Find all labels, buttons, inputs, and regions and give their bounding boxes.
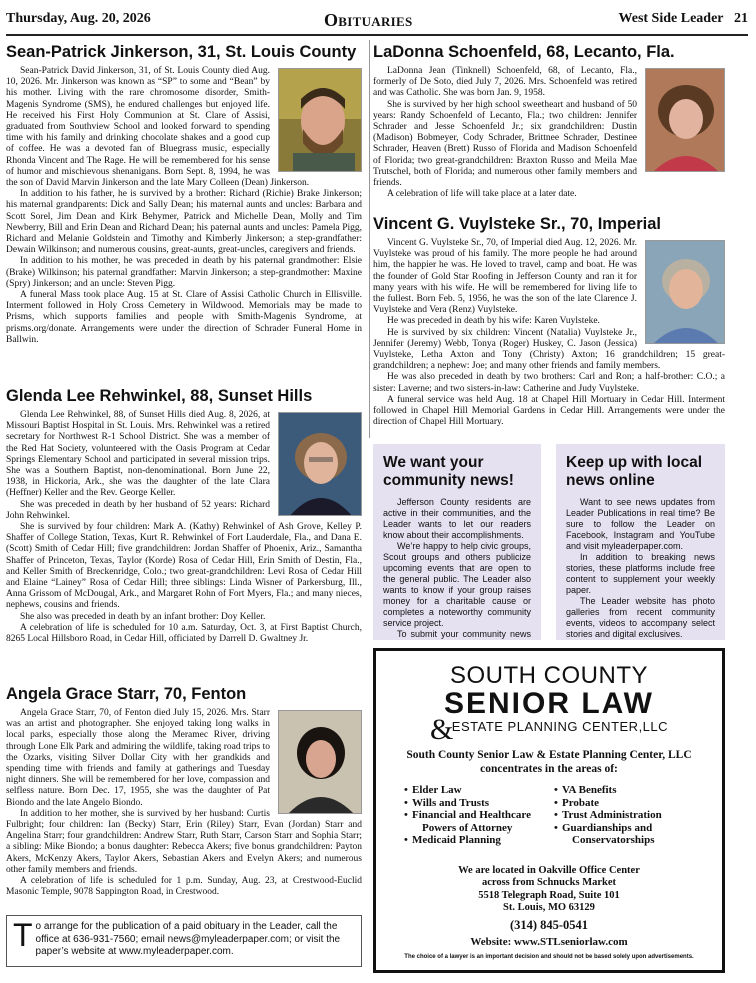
practice-item: • Elder Law (404, 784, 554, 797)
box-title: Keep up with local news online (566, 454, 703, 489)
section-title: Obituaries (324, 10, 413, 30)
obituary-body (6, 410, 362, 645)
box-paragraph: To submit your community news (397, 629, 531, 639)
obituary-paragraph: A celebration of life will take place at a later date. (387, 189, 577, 200)
location-line: St. Louis, MO 63129 (503, 902, 595, 913)
portrait-photo (645, 240, 725, 344)
box-paragraph: In addition to breaking news stories, these platforms include free content to supplement your weekly paper. (566, 552, 715, 595)
community-news-box (373, 444, 541, 640)
obituary-paragraph: She is survived by her high school sweetheart and husband of 50 years: Randy Schoenfeld of Lecanto, Fla.; two children: Jennifer Schrader and Jesse Schoenfeld Jr.; six grandchildren: Dustin (Madison) Bobmeyer, Cody Schrader, Brittnee Schrader, Destinee Schrader, Heaven (Brett) Russo of Florida and Madison Schoenfeld of Florida; two great-grandchildren: Braxton Russo and Meila Mae Trutschel, both of Florida; and numerous other family members and friends. (373, 99, 637, 189)
practice-item: Conservatorships (572, 834, 655, 846)
senior-law-advertisement (373, 648, 725, 973)
ad-phone: (314) 845-0541 (509, 917, 589, 932)
obituary-paragraph: LaDonna Jean (Tinknell) Schoenfeld, 68, of Lecanto, Fla., formerly of De Soto, died July 7, 2026. Mrs. Schoenfeld was retired and was Catholic. She was born Jan. 9, 1958. (373, 66, 637, 99)
obituary-body (6, 708, 362, 898)
notice-text: o arrange for the publication of a paid obituary in the Leader, call the office at 636-931-7560; email news@myleaderpaper.com; or visit the paper’s website at www.myleaderpaper.com. (35, 921, 341, 957)
obituary-body (373, 238, 725, 428)
paper-page (619, 11, 749, 27)
location-line: 5518 Telegraph Road, Suite 101 (478, 889, 620, 901)
practice-item: • Guardianships and (554, 822, 704, 835)
ad-website: Website: www.STLseniorlaw.com (470, 935, 628, 948)
practice-areas (384, 784, 714, 847)
obituary-body (373, 66, 725, 200)
obituary-paragraph: Sean-Patrick David Jinkerson, 31, of St. Louis County died Aug. 10, 2026. Mr. Jinkerson was known as “SP” to some and “Bean” by his mother. Living with the rare chromosome disorder, Smith-Magenis Syndrome (SMS), he endured challenges but enjoyed life. He received his First Holy Communion at St. Clare of Assisi, graduated from Southview School and looked forward to spending time with his family and drinking chocolate shakes and a good cup of coffee. He was a devoted fan of Bluegrass music, especially Rhonda Vincent and The Rage. He will be remembered for his sense of humor and mischievous shenanigans. Born Sept. 8, 1994, he was the son of David Marvin Jinkerson and the late Mary Colleen (Dean) Jinkerson. (6, 66, 310, 189)
obituary-paragraph: She was preceded in death by her husband of 52 years: Richard John Rehwinkel. (6, 499, 270, 521)
practice-item: • Medicaid Planning (404, 834, 554, 847)
box-body (383, 497, 531, 640)
portrait-photo (278, 710, 362, 814)
obituary-paragraph: She also was preceded in death by an infant brother: Doy Keller. (20, 611, 266, 622)
issue-date: Thursday, Aug. 20, 2026 (6, 11, 151, 26)
obituary-paragraph: In addition to her mother, she is survived by her husband: Curtis Fulbright; four children: Ian (Becky) Starr, Erin (Riley) Starr, Evan (Jordan) Starr and Angelina Starr; four grandchildren: Andrew Starr, Ruth Starr, Carson Starr and Sophia Starr; a sibling: Mike Biondo; a bonus daughter: Rebecca Akers; five bonus grandchildren: Payton Akers, McKenzy Akers, Taylor Akers, Sebastian Akers and Evelyn Akers; and numerous other family members and friends. (6, 808, 362, 875)
news-online-box (556, 444, 725, 640)
obituary-paragraph: In addition to his mother, he was preceded in death by his paternal grandmother: Elsie (Brake) Wilkinson; his paternal grandfather: Marvin Jinkerson; a step-grandmother: Maxine (Spry) Jinkerson; and an uncle: Steven Pigg. (6, 256, 362, 289)
obituary-heading: Glenda Lee Rehwinkel, 88, Sunset Hills (6, 387, 313, 405)
obituary-rehwinkel (6, 386, 362, 676)
obituary-body (6, 66, 362, 346)
portrait-photo (278, 68, 362, 172)
page-header (6, 10, 748, 32)
obituary-paragraph: He is survived by six children: Vincent (Natalia) Vuylsteke Jr., Jennifer (Jeremy) Webb, Tonya (Roger) Huskey, C. Jason (Jessica) Vuylsteke, Letha Axton and Tony (Christy) Axton; 16 grandchildren; 15 great-grandchildren; a nephew: Joe; and many other friends and family members. (373, 327, 725, 372)
paid-obituary-notice (6, 915, 362, 967)
obituary-paragraph: He was preceded in death by his wife: Karen Vuylsteke. (387, 316, 600, 327)
location-line: We are located in Oakville Office Center (458, 864, 640, 876)
practice-item: • Wills and Trusts (404, 797, 554, 810)
obituary-paragraph: Vincent G. Vuylsteke Sr., 70, of Imperial died Aug. 12, 2026. Mr. Vuylsteke was proud of his family. The more people he had around him, the happier he was. He loved to travel, camp and boat. He was the founder of Gold Star Roofing in Jefferson County and ran it for many years with his wife. He will be remembered for living life to the fullest. Born Feb. 5, 1956, he was the son of the late Clarence J. Vuylsteke and Vera (Renz) Vuylsteke. (373, 238, 637, 316)
box-paragraph: Want to see news updates from Leader Publications in real time? Be sure to follow the Leader on Facebook, Instagram and YouTube and visit myleaderpaper.com. (566, 497, 715, 551)
ad-location (384, 865, 714, 915)
obituary-paragraph: She is survived by four children: Mark A. (Kathy) Rehwinkel of Ash Grove, Kelley P. Shaffer of College Station, Texas, Kurt R. Rehwinkel of Fort Lauderdale, Fla., and Dana E. (Scott) Smith of Cedar Hill; five grandchildren: Jordan Shaffer of Phoenix, Ariz., Samantha Shaffer of Princeton, Texas, Taylor (Korde) Rosa of Cedar Hill, Erin Smith of Destin, Fla., and Keller Smith of Breckenridge, Colo.; two great-grandchildren: Levi Rosa of Cedar Hill and Elaine “Lainey” Rosa of Cedar Hill; three siblings: Linda Wisner of Parkersburg, Ill., Anna Grissom of McDougal, Ark., and Margaret Rohn of Fort Myers, Fla.; and many nieces, nephews, cousins and friends. (6, 522, 362, 611)
obituary-paragraph: In addition to his father, he is survived by a brother: Richard (Richie) Brake Jinkerson; his maternal grandparents: Dick and Sally Dean; his maternal aunts and uncles: Barbara and Scott Sorel, Jim Dean and Kirk Behymer, Patrick and Michelle Dean, Molly and Tim Newberry, Bill and Erin Dean and Richard Dean; his paternal aunts and uncles: Pamela Pigg, Richard and Melanie Goldstein and Timothy and Kimberly Jinkerson; a step-grandfather: Dewain Wilkinson; and numerous cousins, great-aunts, great-uncles, caregivers and friends. (6, 189, 362, 256)
obituary-heading: Vincent G. Vuylsteke Sr., 70, Imperial (373, 215, 661, 233)
practice-item: • VA Benefits (554, 784, 704, 797)
obituary-jinkerson (6, 42, 362, 378)
drop-cap: T (13, 917, 33, 953)
box-title: We want your community news! (383, 454, 514, 489)
ad-disclaimer: The choice of a lawyer is an important decision and should not be based solely upon advertisements. (404, 953, 694, 960)
box-paragraph: The Leader website has photo galleries from recent community events, videos to accompany select stories and digital exclusives. (566, 596, 715, 639)
portrait-photo (278, 412, 362, 516)
practice-item: • Probate (554, 797, 704, 810)
ad-logo-line3 (384, 713, 714, 746)
location-line: across from Schnucks Market (481, 877, 617, 888)
obituary-paragraph: Glenda Lee Rehwinkel, 88, of Sunset Hills died Aug. 8, 2026, at Missouri Baptist Hospital in St. Louis. Mrs. Rehwinkel was a retired secretary for Northwest R-1 School District. She was a member of the Red Hat Society, volunteered with the Oasis Program at Cedar Springs Elementary School and participated in several mission trips. She was a Southern Baptist, non-denominational. Born June 22, 1938, in Hickoria, Ark., she was the daughter of the late Clara (Heffner) Keller and the Rev. George Keller. (6, 410, 270, 499)
ad-logo-line1: SOUTH COUNTY (450, 662, 648, 689)
box-body (566, 497, 715, 640)
ad-logo-line2: SENIOR LAW (443, 687, 654, 720)
practice-list-right (554, 784, 704, 847)
obituary-paragraph: A funeral Mass took place Aug. 15 at St. Clare of Assisi Catholic Church in Ellisville. Interment followed in Holy Cross Cemetery in Wildwood. Memorials may be made to Prisms, which supports families and people with Smith-Magenis Syndrome, at prisms.org/donate. Arrangements were under the direction of Schrader Funeral Home in Ballwin. (6, 290, 362, 345)
ad-logo-subtitle: ESTATE PLANNING CENTER,LLC (451, 719, 669, 734)
obituary-paragraph: Angela Grace Starr, 70, of Fenton died July 15, 2026. Mrs. Starr was an artist and photographer. She enjoyed taking long walks in local parks, especially those along the Meramec River, driving through Lone Elk Park and admiring the wildlife, taking road trips to the Ozarks, visiting Silver Dollar City with her grandkids and spending time with friends and family at gatherings and Tuesday night dinners. She will be remembered for her love, compassion and selfless nature. Born Dec. 17, 1955, she was the daughter of Pat Biondo and the late Angelo Biondo. (6, 708, 270, 808)
obituary-paragraph: He was also preceded in death by two brothers: Carl and Ron; a half-brother: C.O.; a sister: Laverne; and two sisters-in-law: Catherine and Judy Vuylsteke. (373, 372, 725, 394)
box-paragraph: We’re happy to help civic groups, Scout groups and others publicize upcoming events that are open to the general public. The Leader also wants to know if your group raises money for a charitable cause or completes a noteworthy community service project. (383, 541, 531, 628)
obituary-paragraph: A funeral service was held Aug. 18 at Chapel Hill Mortuary in Cedar Hill. Interment followed in Chapel Hill Memorial Gardens in Cedar Hill. Arrangements were under the direction of Chapel Hill Mortuary. (373, 394, 725, 428)
obituary-heading: LaDonna Schoenfeld, 68, Lecanto, Fla. (373, 43, 675, 61)
portrait-photo (645, 68, 725, 172)
obituary-schoenfeld (373, 42, 725, 208)
obituary-heading: Sean-Patrick Jinkerson, 31, St. Louis County (6, 43, 357, 61)
ampersand-logo: & (429, 713, 454, 746)
practice-item: • Financial and Healthcare (404, 809, 554, 822)
box-paragraph: Jefferson County residents are active in their communities, and the Leader wants to let our readers know about their accomplishments. (383, 497, 531, 540)
column-divider (369, 40, 370, 438)
obituary-heading: Angela Grace Starr, 70, Fenton (6, 685, 247, 703)
practice-item: Powers of Attorney (422, 821, 513, 834)
obituary-paragraph: A celebration of life is scheduled for 1 p.m. Sunday, Aug. 23, at Crestwood-Euclid Masonic Temple, 9078 Sappington Road, in Crestwood. (6, 876, 362, 898)
page-number: 21 (734, 11, 748, 26)
paper-name: West Side Leader (618, 11, 724, 26)
ad-tagline: South County Senior Law & Estate Planning Center, LLC concentrates in the areas of: (406, 749, 692, 775)
obituary-starr (6, 684, 362, 908)
header-rule (6, 34, 748, 36)
obituary-vuylsteke (373, 214, 725, 436)
practice-item: • Trust Administration (554, 809, 704, 822)
obituary-paragraph: A celebration of life is scheduled for 10 a.m. Saturday, Oct. 3, at First Baptist Church, 8265 Local Hillsboro Road, in Cedar Hill, officiated by Darrell D. Gwaltney Jr. (6, 622, 362, 645)
practice-list-left (404, 784, 554, 847)
